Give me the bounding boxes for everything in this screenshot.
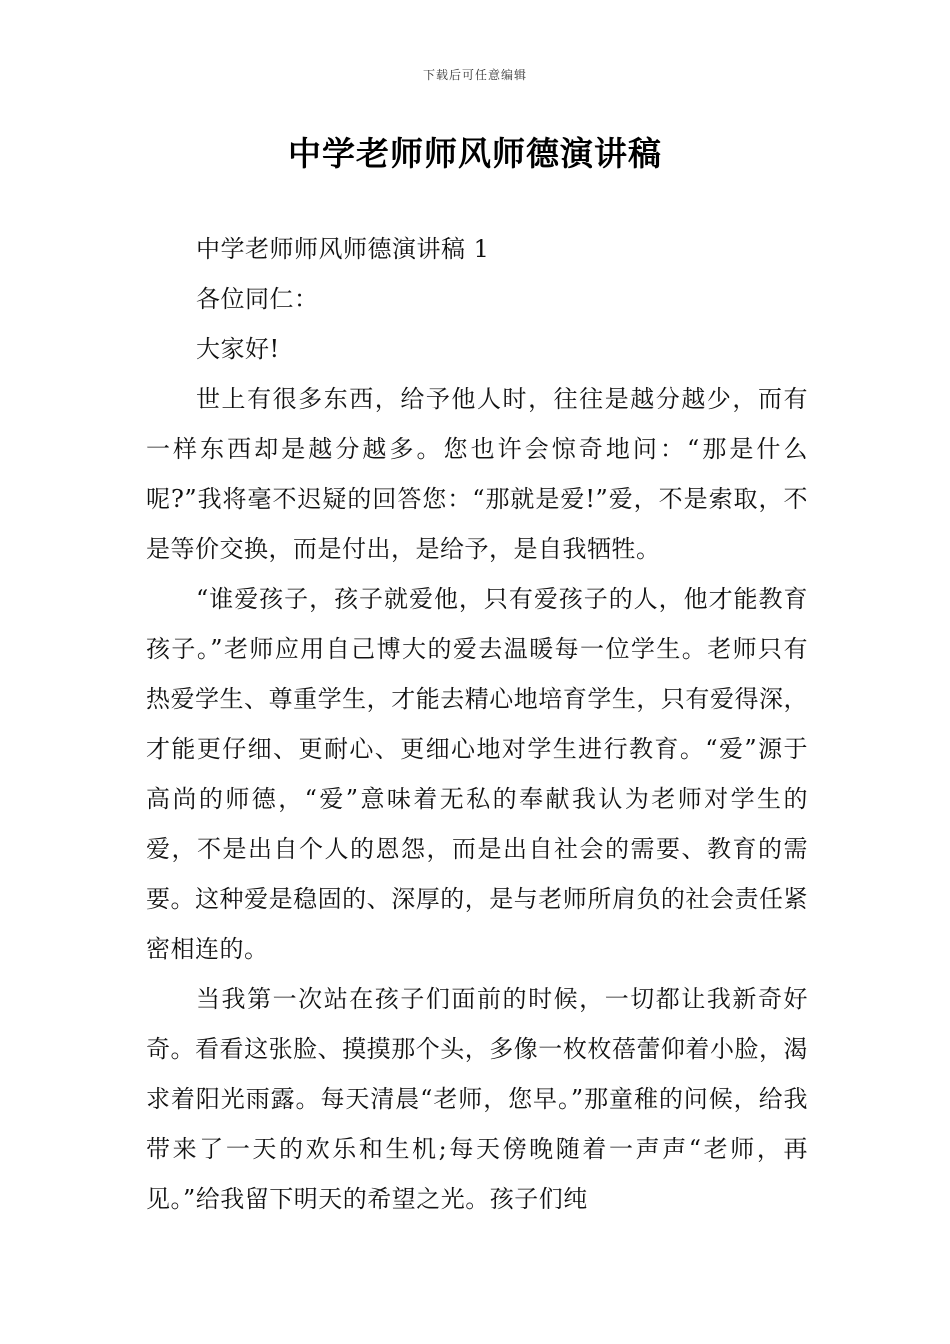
paragraph-love: 世上有很多东西，给予他人时，往往是越分越少，而有一样东西却是越分越多。您也许会惊奇地问：“那是什么呢?”我将毫不迟疑的回答您：“那就是爱!”爱，不是索取，不是等价交换，而是付出，是给予，是自我牺牲。 [146, 385, 808, 563]
paragraph-first-day: 当我第一次站在孩子们面前的时候，一切都让我新奇好奇。看看这张脸、摸摸那个头，多像一枚枚蓓蕾仰着小脸，渴求着阳光雨露。每天清晨“老师，您早。”那童稚的问候，给我带来了一天的欢乐和生机;每天傍晚随着一声声“老师，再见。”给我留下明天的希望之光。孩子们纯 [146, 985, 808, 1213]
paragraph-salutation: 各位同仁： [196, 285, 319, 313]
document-body [146, 224, 808, 1224]
document-title: 中学老师师风师德演讲稿 [288, 134, 662, 173]
paragraph-teacher-love: “谁爱孩子，孩子就爱他，只有爱孩子的人，他才能教育孩子。”老师应用自己博大的爱去温暖每一位学生。老师只有热爱学生、尊重学生，才能去精心地培育学生，只有爱得深，才能更仔细、更耐心、更细心地对学生进行教育。“爱”源于高尚的师德，“爱”意味着无私的奉献我认为老师对学生的爱，不是出自个人的恩怨，而是出自社会的需要、教育的需要。这种爱是稳固的、深厚的，是与老师所肩负的社会责任紧密相连的。 [146, 585, 808, 963]
paragraph-greeting: 大家好! [196, 335, 280, 363]
paragraph-subtitle: 中学老师师风师德演讲稿 1 [196, 235, 490, 263]
header-note: 下载后可任意编辑 [422, 68, 527, 82]
